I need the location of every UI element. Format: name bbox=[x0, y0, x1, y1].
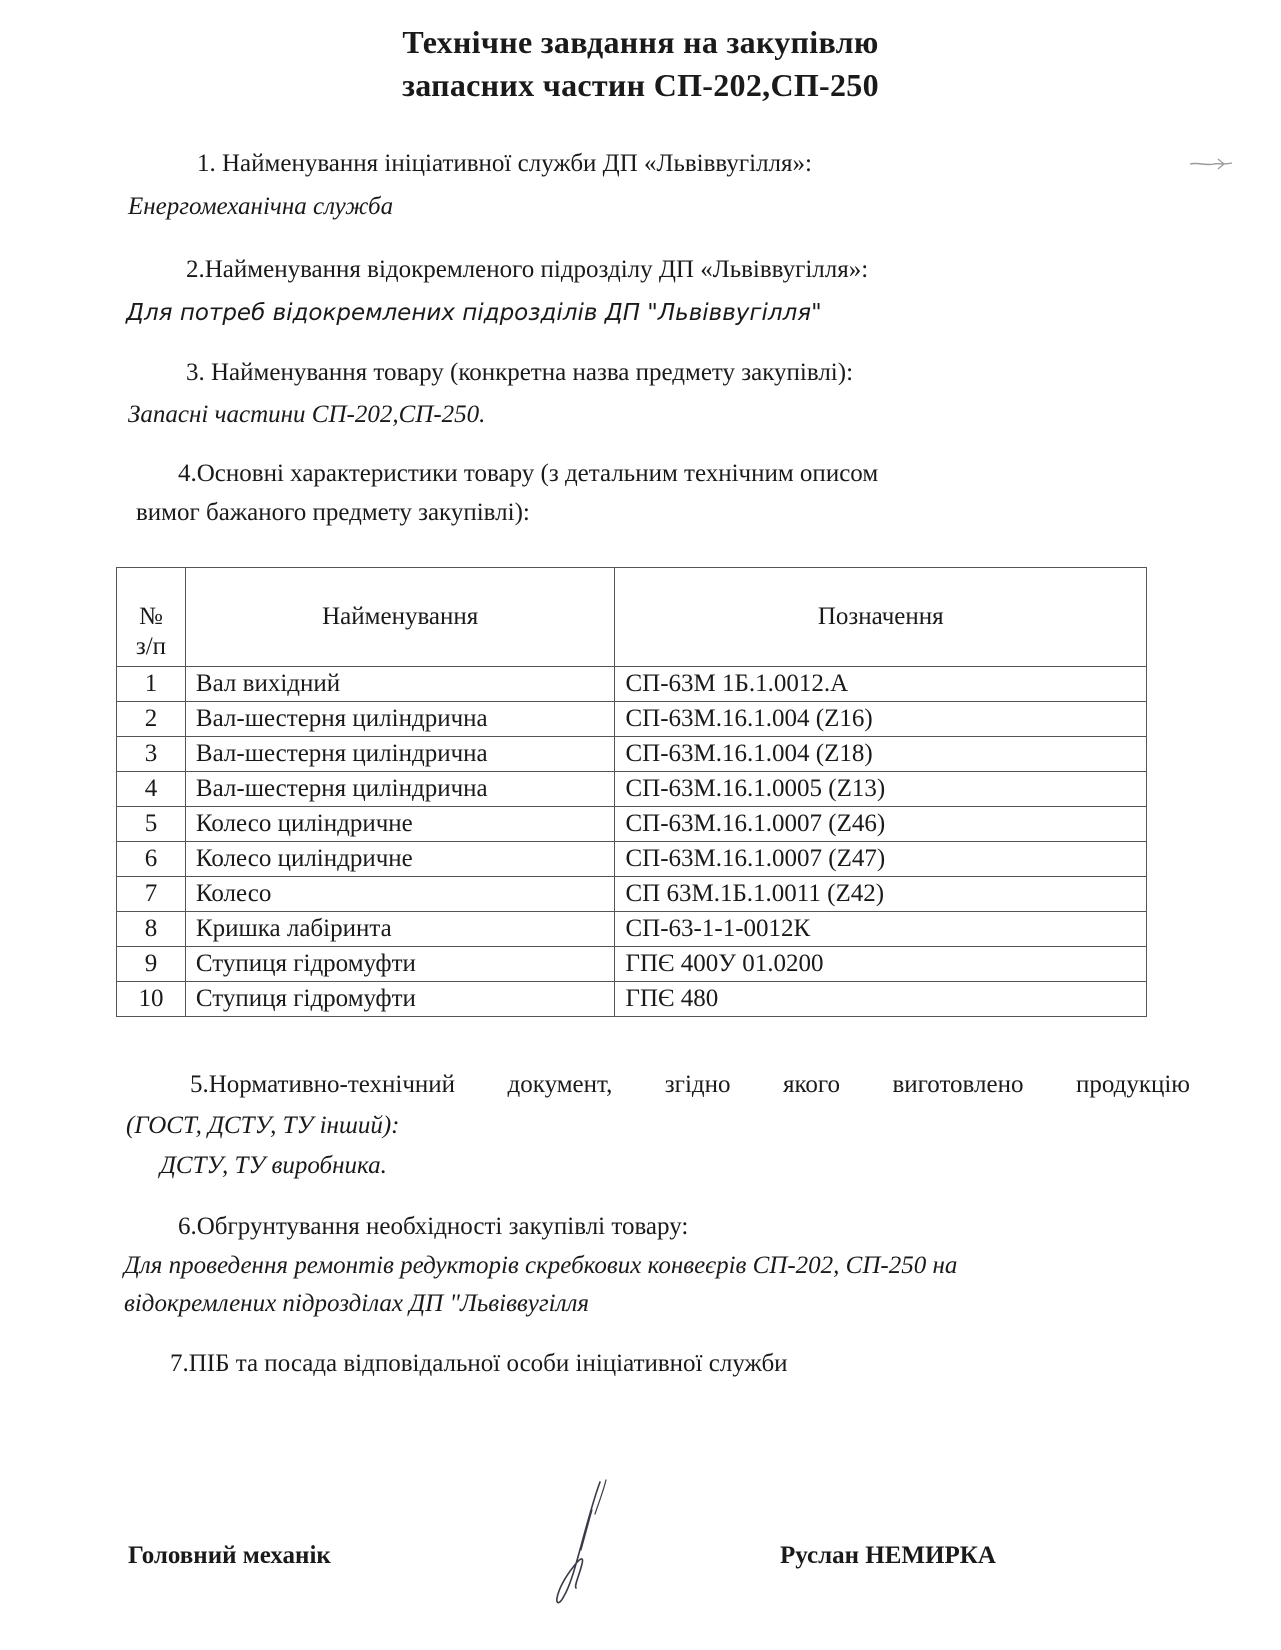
table-row bbox=[117, 982, 1147, 1017]
row-designation: СП-63М 1Б.1.0012.А bbox=[615, 667, 1147, 702]
signatory-position: Головний механік bbox=[128, 1542, 331, 1569]
section-4-heading-line-1: 4.Основні характеристики товару (з детальним технічним описом bbox=[178, 460, 879, 487]
parts-specification-table bbox=[116, 567, 1147, 1017]
row-name: Колесо bbox=[185, 877, 615, 912]
row-designation: СП-63М.16.1.004 (Z18) bbox=[615, 737, 1147, 772]
section-6-value-line-2: відокремлених підрозділах ДП "Львіввугілля bbox=[124, 1290, 590, 1317]
row-designation: ГПЄ 480 bbox=[615, 982, 1147, 1017]
table-row bbox=[117, 772, 1147, 807]
table-row bbox=[117, 667, 1147, 702]
section-1-heading: 1. Найменування ініціативної служби ДП «Львіввугілля»: bbox=[197, 150, 812, 177]
column-header-number-line-1: № bbox=[139, 603, 163, 630]
column-header-name: Найменування bbox=[185, 568, 615, 667]
column-header-designation: Позначення bbox=[615, 568, 1147, 667]
row-name: Ступиця гідромуфти bbox=[185, 947, 615, 982]
row-name: Ступиця гідромуфти bbox=[185, 982, 615, 1017]
table-row bbox=[117, 842, 1147, 877]
row-name: Колесо циліндричне bbox=[185, 807, 615, 842]
signatory-name: Руслан НЕМИРКА bbox=[780, 1542, 996, 1569]
row-name: Вал вихідний bbox=[185, 667, 615, 702]
row-name: Вал-шестерня циліндрична bbox=[185, 737, 615, 772]
table-row bbox=[117, 877, 1147, 912]
scan-mark-icon bbox=[1188, 156, 1234, 172]
table-row bbox=[117, 947, 1147, 982]
row-number: 7 bbox=[117, 877, 186, 912]
row-number: 3 bbox=[117, 737, 186, 772]
row-designation: СП-63М.16.1.004 (Z16) bbox=[615, 702, 1147, 737]
row-number: 4 bbox=[117, 772, 186, 807]
section-6-heading: 6.Обгрунтування необхідності закупівлі товару: bbox=[178, 1213, 689, 1240]
row-name: Вал-шестерня циліндрична bbox=[185, 772, 615, 807]
row-designation: СП 63М.1Б.1.0011 (Z42) bbox=[615, 877, 1147, 912]
section-4-heading-line-2: вимог бажаного предмету закупівлі): bbox=[136, 499, 530, 526]
table-row bbox=[117, 702, 1147, 737]
section-5-heading-line-1: 5.Нормативно-технічний документ, згідно якого виготовлено продукцію bbox=[190, 1071, 1190, 1098]
column-header-number bbox=[117, 568, 186, 667]
row-designation: СП-63М.16.1.0007 (Z47) bbox=[615, 842, 1147, 877]
row-number: 5 bbox=[117, 807, 186, 842]
table-row bbox=[117, 737, 1147, 772]
section-1-value: Енергомеханічна служба bbox=[128, 193, 394, 220]
row-number: 6 bbox=[117, 842, 186, 877]
section-3-heading: 3. Найменування товару (конкретна назва предмету закупівлі): bbox=[186, 359, 854, 386]
section-5-heading-line-2: (ГОСТ, ДСТУ, ТУ інший): bbox=[126, 1112, 400, 1139]
row-number: 8 bbox=[117, 912, 186, 947]
table-row bbox=[117, 912, 1147, 947]
section-2-value: Для потреб відокремлених підрозділів ДП "Львіввугілля" bbox=[126, 300, 822, 326]
row-designation: СП-63М.16.1.0005 (Z13) bbox=[615, 772, 1147, 807]
row-number: 2 bbox=[117, 702, 186, 737]
row-designation: СП-63-1-1-0012К bbox=[615, 912, 1147, 947]
table-header-row bbox=[117, 568, 1147, 667]
row-designation: ГПЄ 400У 01.0200 bbox=[615, 947, 1147, 982]
row-designation: СП-63М.16.1.0007 (Z46) bbox=[615, 807, 1147, 842]
row-name: Вал-шестерня циліндрична bbox=[185, 702, 615, 737]
section-3-value: Запасні частини СП-202,СП-250. bbox=[128, 401, 486, 428]
section-5-value: ДСТУ, ТУ виробника. bbox=[160, 1152, 387, 1179]
row-number: 10 bbox=[117, 982, 186, 1017]
section-7-heading: 7.ПІБ та посада відповідальної особи ініціативної служби bbox=[170, 1350, 788, 1377]
column-header-number-line-2: з/п bbox=[135, 633, 167, 660]
document-title-line-1: Технічне завдання на закупівлю bbox=[402, 24, 879, 60]
document-title-line-2: запасних частин СП-202,СП-250 bbox=[402, 67, 879, 103]
section-6-value-line-1: Для проведення ремонтів редукторів скребкових конвеєрів СП-202, СП-250 на bbox=[124, 1252, 958, 1279]
section-2-heading: 2.Найменування відокремленого підрозділу ДП «Львіввугілля»: bbox=[186, 256, 869, 283]
row-name: Кришка лабіринта bbox=[185, 912, 615, 947]
table-row bbox=[117, 807, 1147, 842]
row-name: Колесо циліндричне bbox=[185, 842, 615, 877]
row-number: 9 bbox=[117, 947, 186, 982]
handwritten-signature bbox=[548, 1478, 618, 1610]
row-number: 1 bbox=[117, 667, 186, 702]
